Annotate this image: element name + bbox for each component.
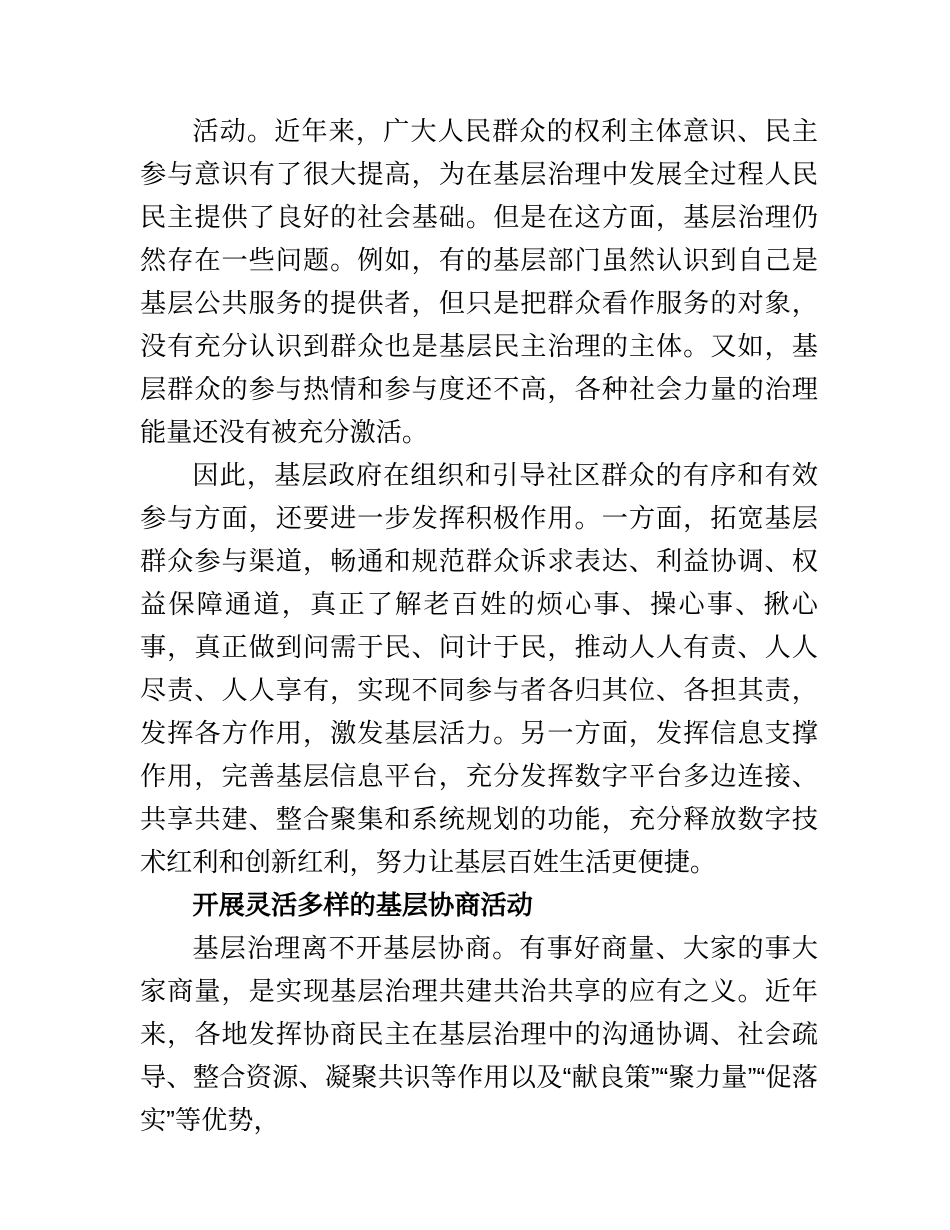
text-column (140, 110, 818, 1142)
paragraph-3: 基层治理离不开基层协商。有事好商量、大家的事大家商量，是实现基层治理共建共治共享的应有之义。近年来，各地发挥协商民主在基层治理中的沟通协调、社会疏导、整合资源、凝聚共识等作用以及“献良策”“聚力量”“促落实”等优势， (140, 933, 818, 1135)
paragraph-1: 活动。近年来，广大人民群众的权利主体意识、民主参与意识有了很大提高，为在基层治理中发展全过程人民民主提供了良好的社会基础。但是在这方面，基层治理仍然存在一些问题。例如，有的基层部门虽然认识到自己是基层公共服务的提供者，但只是把群众看作服务的对象，没有充分认识到群众也是基层民主治理的主体。又如，基层群众的参与热情和参与度还不高，各种社会力量的治理能量还没有被充分激活。 (140, 116, 818, 447)
section-heading: 开展灵活多样的基层协商活动 (192, 890, 533, 920)
paragraph-2: 因此，基层政府在组织和引导社区群众的有序和有效参与方面，还要进一步发挥积极作用。一方面，拓宽基层群众参与渠道，畅通和规范群众诉求表达、利益协调、权益保障通道，真正了解老百姓的烦心事、操心事、揪心事，真正做到问需于民、问计于民，推动人人有责、人人尽责、人人享有，实现不同参与者各归其位、各担其责，发挥各方作用，激发基层活力。另一方面，发挥信息支撑作用，完善基层信息平台，充分发挥数字平台多边连接、共享共建、整合聚集和系统规划的功能，充分释放数字技术红利和创新红利，努力让基层百姓生活更便捷。 (140, 460, 818, 877)
